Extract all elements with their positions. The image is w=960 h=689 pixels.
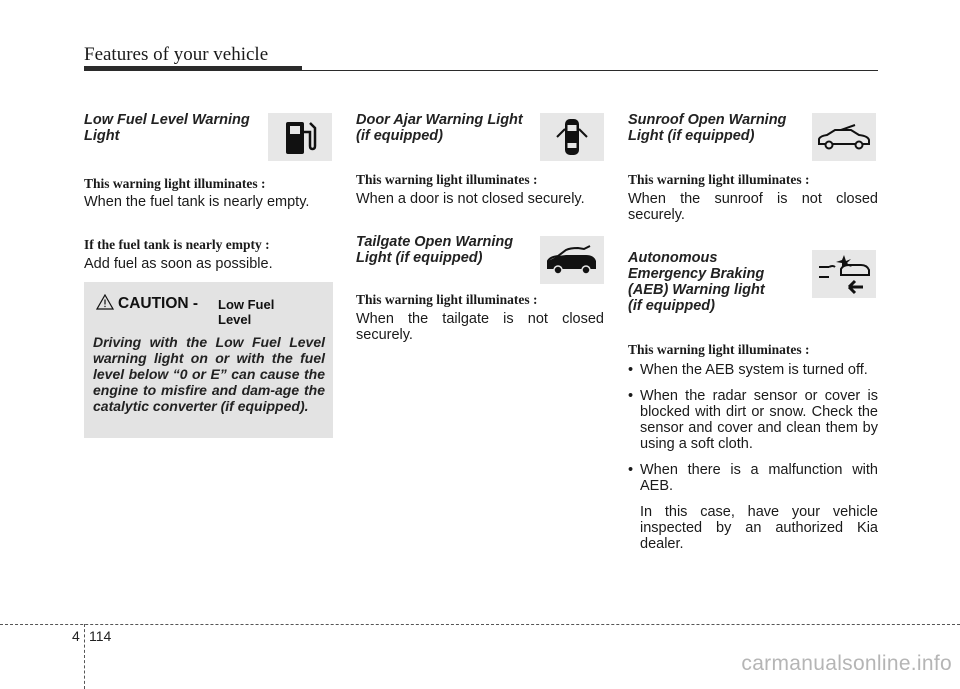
door-ajar-icon [540,113,604,161]
list-item: • When there is a malfunction with AEB. In this case, have your vehicle inspected by an authorized Kia dealer. [628,462,878,552]
caution-sublabel: Low Fuel Level [218,297,275,327]
footer-divider [84,624,85,689]
aeb-title-line-1: Autonomous [628,250,718,266]
caution-triangle-icon [96,294,114,310]
aeb-bullet-2: When the radar sensor or cover is blocked with dirt or snow. Check the sensor and cover and clean them by using a soft cloth. [640,388,878,452]
aeb-bullet-1: When the AEB system is turned off. [640,362,868,378]
aeb-title-line-2: Emergency Braking [628,266,765,282]
list-item: • When the radar sensor or cover is blocked with dirt or snow. Check the sensor and cover and clean them by using a soft cloth. [628,388,878,452]
header-rule [84,70,878,71]
door-ajar-title-line-1: Door Ajar Warning Light [356,112,523,128]
chapter-number: 4 [72,628,80,644]
aeb-bullet-list [628,362,878,562]
aeb-title-line-3: (AEB) Warning light [628,282,765,298]
caution-label: CAUTION - [118,295,199,312]
sunroof-open-icon [812,113,876,161]
aeb-note: In this case, have your vehicle inspected by an authorized Kia dealer. [640,504,878,552]
sunroof-title-line-2: Light (if equipped) [628,128,755,144]
low-fuel-text-2: Add fuel as soon as possible. [84,256,273,272]
low-fuel-title: Low Fuel Level Warning Light [84,112,250,144]
tailgate-title-line-2: Light (if equipped) [356,250,483,266]
page-number: 114 [89,628,112,644]
fuel-pump-icon [268,113,332,161]
sunroof-title-line-1: Sunroof Open Warning [628,112,787,128]
aeb-bullet-3: When there is a malfunction with AEB. [640,462,878,494]
low-fuel-text-1: When the fuel tank is nearly empty. [84,194,310,210]
aeb-title-line-4: (if equipped) [628,298,715,314]
sunroof-text: When the sunroof is not closed securely. [628,191,878,223]
tailgate-text: When the tailgate is not closed securely. [356,311,604,343]
door-ajar-subhead: This warning light illuminates : [356,172,538,187]
low-fuel-subhead-2: If the fuel tank is nearly empty : [84,237,270,252]
door-ajar-title-line-2: (if equipped) [356,128,443,144]
aeb-warning-icon [812,250,876,298]
sunroof-subhead: This warning light illuminates : [628,172,810,187]
tailgate-subhead: This warning light illuminates : [356,292,538,307]
low-fuel-subhead-1: This warning light illuminates : [84,176,266,191]
caution-box [84,282,333,438]
aeb-subhead: This warning light illuminates : [628,342,810,357]
door-ajar-text: When a door is not closed securely. [356,191,585,207]
tailgate-title-line-1: Tailgate Open Warning [356,234,514,250]
page-header-title: Features of your vehicle [84,44,269,65]
tailgate-open-icon [540,236,604,284]
list-item: • When the AEB system is turned off. [628,362,868,378]
caution-body: Driving with the Low Fuel Level warning light on or with the fuel level below “0 or E” can cause the engine to misfire and dam-age the catalytic converter (if equipped). [93,334,325,414]
watermark: carmanualsonline.info [741,652,952,675]
footer-rule [0,624,960,625]
